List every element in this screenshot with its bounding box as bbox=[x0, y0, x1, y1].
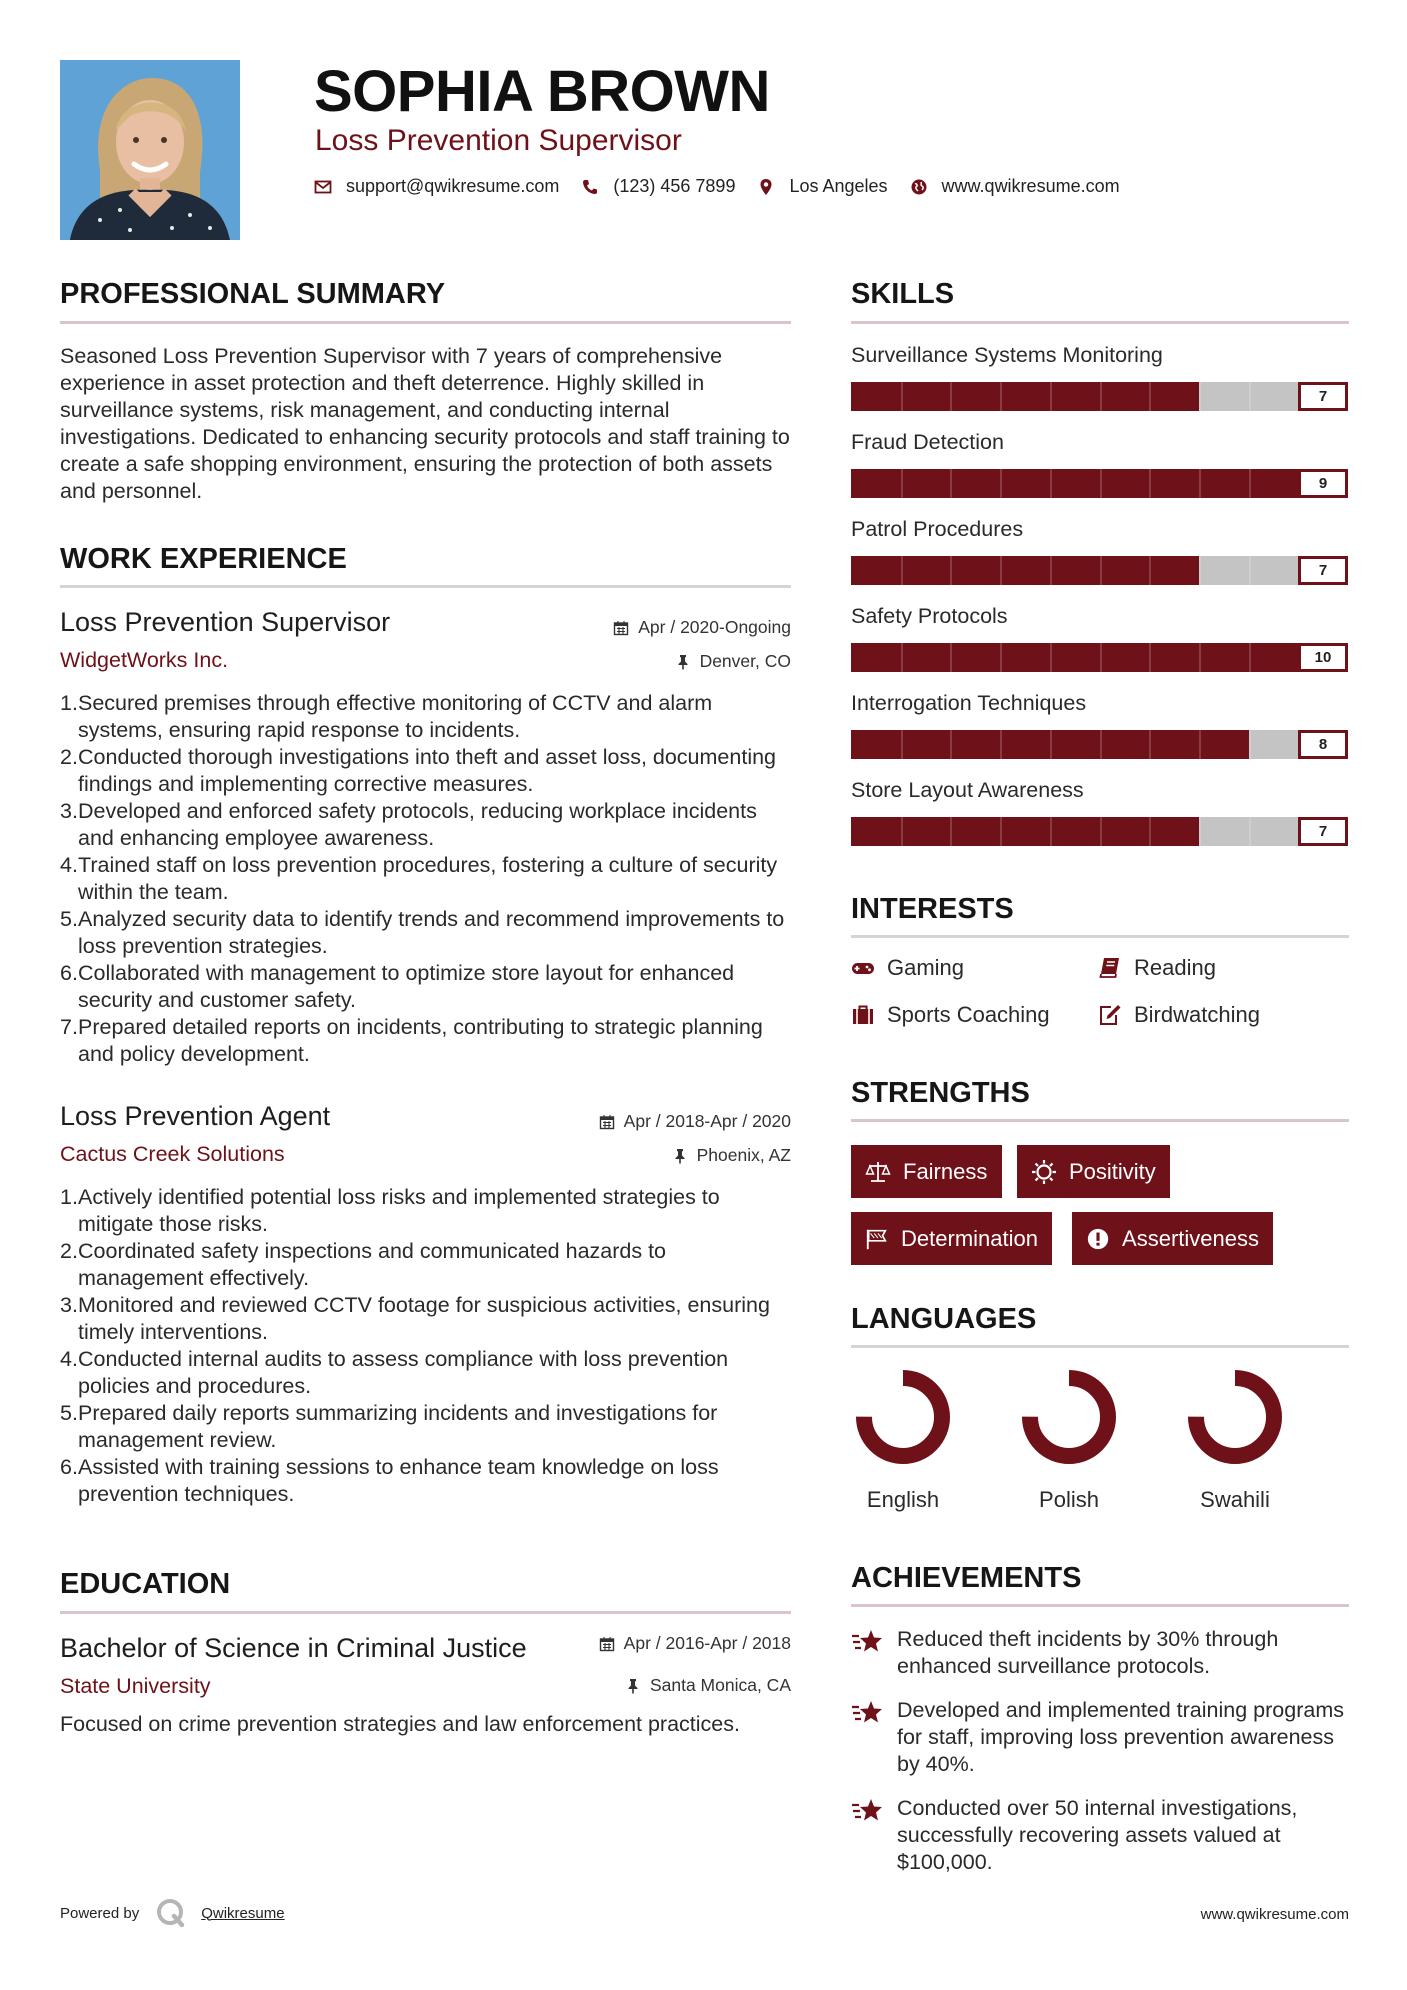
calendar-icon bbox=[613, 620, 629, 636]
duty-item: Assisted with training sessions to enhance team knowledge on loss prevention techniques. bbox=[78, 1455, 719, 1506]
job-company: Cactus Creek Solutions bbox=[60, 1142, 285, 1166]
skill-bar-segment bbox=[901, 730, 903, 759]
job-location bbox=[675, 651, 791, 672]
skill-bar-segment bbox=[1050, 730, 1052, 759]
experience-rule bbox=[60, 585, 791, 588]
achievement-item bbox=[851, 1697, 1351, 1778]
duty-item: Analyzed security data to identify trends and recommend improvements to loss prevention strategies. bbox=[78, 907, 785, 958]
skill-bar-segment bbox=[901, 817, 903, 846]
skill-bar-segment bbox=[1249, 382, 1251, 411]
flag-icon bbox=[865, 1226, 889, 1252]
job-title: Loss Prevention Agent bbox=[60, 1101, 331, 1131]
skill-bar bbox=[851, 730, 1348, 759]
footer-brand-link[interactable]: Qwikresume bbox=[201, 1904, 285, 1922]
achievements-heading: ACHIEVEMENTS bbox=[851, 1562, 1082, 1594]
candidate-title: Loss Prevention Supervisor bbox=[315, 124, 682, 157]
language-label: Polish bbox=[1039, 1487, 1099, 1512]
skill-bar bbox=[851, 382, 1348, 411]
skill-bar-segment bbox=[1199, 556, 1201, 585]
footer-url[interactable]: www.qwikresume.com bbox=[1200, 1906, 1349, 1923]
interests-heading: INTERESTS bbox=[851, 893, 1014, 925]
strength-label: Determination bbox=[901, 1225, 1038, 1251]
degree-title: Bachelor of Science in Criminal Justice bbox=[60, 1633, 527, 1663]
skill-bar-fill bbox=[851, 817, 1199, 846]
skill-bar-segment bbox=[950, 469, 952, 498]
job-date-text: Apr / 2020-Ongoing bbox=[638, 617, 791, 637]
balance-scale-icon bbox=[865, 1159, 891, 1185]
envelope-icon bbox=[314, 178, 332, 196]
interest-label: Gaming bbox=[887, 955, 965, 980]
skill-bar-segment bbox=[1199, 730, 1201, 759]
job-duties-list bbox=[60, 690, 790, 1068]
contact-website[interactable] bbox=[910, 176, 1120, 197]
duty-item: Prepared daily reports summarizing incidents and investigations for management review. bbox=[78, 1401, 718, 1452]
phone-text: (123) 456 7899 bbox=[613, 176, 736, 196]
job-date-text: Apr / 2018-Apr / 2020 bbox=[623, 1111, 791, 1131]
strength-label: Fairness bbox=[903, 1158, 988, 1184]
skill-bar-segment bbox=[950, 643, 952, 672]
job-duties-list bbox=[60, 1184, 790, 1508]
education-date bbox=[599, 1633, 791, 1654]
pushpin-icon bbox=[625, 1678, 641, 1694]
skill-bar-segment bbox=[1100, 556, 1102, 585]
language-item bbox=[1014, 1368, 1124, 1513]
summary-text: Seasoned Loss Prevention Supervisor with 7 years of comprehensive experience in asset protection and theft deterrence. Highly skilled in surveillance systems, risk management, and conducting internal investigations. Dedicated to enhancing security protocols and staff training to create a safe shopping environment, ensuring the protection of both assets and personnel. bbox=[60, 344, 790, 503]
skill-bar-segment bbox=[1249, 817, 1251, 846]
skill-bar-segment bbox=[950, 817, 952, 846]
globe-icon bbox=[910, 178, 928, 196]
star-icon bbox=[851, 1624, 885, 1658]
skill-bar bbox=[851, 469, 1348, 498]
job-company: WidgetWorks Inc. bbox=[60, 648, 229, 672]
job-title: Loss Prevention Supervisor bbox=[60, 607, 391, 637]
skill-bar-segment bbox=[1100, 730, 1102, 759]
interest-label: Reading bbox=[1134, 955, 1216, 980]
website-text: www.qwikresume.com bbox=[941, 176, 1120, 196]
skill-bar-segment bbox=[1050, 382, 1052, 411]
skill-bar-segment bbox=[1100, 817, 1102, 846]
duty-item: Actively identified potential loss risks and implemented strategies to mitigate those risks. bbox=[78, 1185, 720, 1236]
duty-item: Collaborated with management to optimize store layout for enhanced security and customer safety. bbox=[78, 961, 735, 1012]
education-date-text: Apr / 2016-Apr / 2018 bbox=[623, 1633, 791, 1653]
interest-label: Sports Coaching bbox=[887, 1002, 1050, 1027]
duty-item: Conducted thorough investigations into theft and asset loss, documenting findings and implementing corrective measures. bbox=[78, 745, 777, 796]
summary-rule bbox=[60, 321, 791, 324]
skill-bar-segment bbox=[1100, 643, 1102, 672]
language-label: English bbox=[866, 1487, 940, 1512]
achievement-item bbox=[851, 1626, 1351, 1680]
pushpin-icon bbox=[672, 1148, 688, 1164]
skill-bar-segment bbox=[1149, 382, 1151, 411]
interest-item bbox=[851, 955, 964, 981]
skill-bar-segment bbox=[1199, 817, 1201, 846]
skill-bar-segment bbox=[950, 382, 952, 411]
skill-bar-segment bbox=[1249, 469, 1251, 498]
skill-bar-segment bbox=[1050, 817, 1052, 846]
skill-bar-segment bbox=[1000, 643, 1002, 672]
qwikresume-logo-icon bbox=[155, 1897, 187, 1929]
strength-label: Assertiveness bbox=[1122, 1225, 1259, 1251]
star-icon bbox=[851, 1793, 885, 1827]
pushpin-icon bbox=[675, 654, 691, 670]
duty-item: Coordinated safety inspections and communicated hazards to management effectively. bbox=[78, 1239, 667, 1290]
skill-name: Patrol Procedures bbox=[851, 517, 1024, 541]
achievement-item bbox=[851, 1795, 1351, 1876]
achievement-text: Reduced theft incidents by 30% through enhanced surveillance protocols. bbox=[897, 1627, 1279, 1678]
exclamation-circle-icon bbox=[1086, 1226, 1110, 1252]
language-ring bbox=[1186, 1368, 1284, 1466]
skill-bar-segment bbox=[950, 556, 952, 585]
skill-name: Surveillance Systems Monitoring bbox=[851, 343, 1163, 367]
edit-icon bbox=[1098, 1003, 1122, 1027]
gamepad-icon bbox=[851, 956, 875, 980]
skill-bar-fill bbox=[851, 469, 1298, 498]
skill-name: Store Layout Awareness bbox=[851, 778, 1084, 802]
skill-bar-segment bbox=[1050, 643, 1052, 672]
languages-heading: LANGUAGES bbox=[851, 1303, 1037, 1335]
skill-bar bbox=[851, 643, 1348, 672]
skill-bar-segment bbox=[1149, 817, 1151, 846]
education-location bbox=[625, 1675, 791, 1696]
skill-name: Safety Protocols bbox=[851, 604, 1008, 628]
candidate-name: SOPHIA BROWN bbox=[314, 59, 770, 124]
contact-phone[interactable] bbox=[581, 176, 735, 197]
skill-bar-segment bbox=[901, 556, 903, 585]
map-marker-icon bbox=[757, 178, 775, 196]
duty-item: Conducted internal audits to assess compliance with loss prevention policies and procedures. bbox=[78, 1347, 729, 1398]
skill-bar-segment bbox=[1199, 643, 1201, 672]
interest-label: Birdwatching bbox=[1134, 1002, 1260, 1027]
strength-badge bbox=[851, 1145, 1002, 1198]
skill-bar-segment bbox=[1199, 382, 1201, 411]
skill-bar-segment bbox=[1000, 817, 1002, 846]
skill-bar-segment bbox=[1050, 469, 1052, 498]
skill-bar-segment bbox=[1050, 556, 1052, 585]
experience-heading: WORK EXPERIENCE bbox=[60, 543, 347, 575]
education-heading: EDUCATION bbox=[60, 1568, 231, 1600]
achievements-rule bbox=[851, 1604, 1349, 1607]
contact-email[interactable] bbox=[314, 176, 559, 197]
sun-icon bbox=[1031, 1159, 1057, 1185]
phone-icon bbox=[581, 178, 599, 196]
star-icon bbox=[851, 1695, 885, 1729]
job-location bbox=[672, 1145, 791, 1166]
skill-level-badge: 7 bbox=[1298, 817, 1348, 846]
skill-bar-segment bbox=[901, 469, 903, 498]
skill-bar-segment bbox=[1149, 469, 1151, 498]
skill-bar-fill bbox=[851, 556, 1199, 585]
language-ring bbox=[854, 1368, 952, 1466]
language-item bbox=[848, 1368, 958, 1513]
language-item bbox=[1180, 1368, 1290, 1513]
skill-level-badge: 7 bbox=[1298, 556, 1348, 585]
skill-bar-segment bbox=[950, 730, 952, 759]
skill-bar-segment bbox=[901, 382, 903, 411]
duty-item: Developed and enforced safety protocols, reducing workplace incidents and enhancing employee awareness. bbox=[78, 799, 757, 850]
skills-rule bbox=[851, 321, 1349, 324]
skill-bar-segment bbox=[1249, 643, 1251, 672]
strength-badge bbox=[851, 1212, 1052, 1265]
powered-by-text: Powered by bbox=[60, 1904, 140, 1922]
profile-photo bbox=[60, 60, 240, 240]
skill-bar-segment bbox=[901, 643, 903, 672]
duty-item: Prepared detailed reports on incidents, contributing to strategic planning and policy development. bbox=[78, 1015, 763, 1066]
skill-bar-segment bbox=[1000, 469, 1002, 498]
skill-bar-segment bbox=[1100, 382, 1102, 411]
achievement-text: Conducted over 50 internal investigations, successfully recovering assets valued at $100,000. bbox=[897, 1796, 1298, 1874]
skill-bar-segment bbox=[1149, 643, 1151, 672]
duty-item: Trained staff on loss prevention procedures, fostering a culture of security within the team. bbox=[78, 853, 778, 904]
skill-bar-fill bbox=[851, 382, 1199, 411]
strengths-rule bbox=[851, 1119, 1349, 1122]
strengths-heading: STRENGTHS bbox=[851, 1077, 1030, 1109]
skill-level-badge: 7 bbox=[1298, 382, 1348, 411]
contact-location bbox=[757, 176, 887, 197]
briefcase-icon bbox=[851, 1003, 875, 1027]
job-location-text: Denver, CO bbox=[699, 651, 791, 671]
education-rule bbox=[60, 1611, 791, 1614]
book-icon bbox=[1098, 956, 1122, 980]
skill-bar bbox=[851, 556, 1348, 585]
skill-bar-segment bbox=[1249, 730, 1251, 759]
job-date bbox=[599, 1111, 791, 1132]
skill-bar-segment bbox=[1149, 556, 1151, 585]
skill-level-badge: 9 bbox=[1298, 469, 1348, 498]
skill-bar-segment bbox=[1149, 730, 1151, 759]
languages-rule bbox=[851, 1345, 1349, 1348]
skill-name: Fraud Detection bbox=[851, 430, 1004, 454]
duty-item: Monitored and reviewed CCTV footage for suspicious activities, ensuring timely interventions. bbox=[78, 1293, 770, 1344]
skill-bar-segment bbox=[1199, 469, 1201, 498]
skill-bar-segment bbox=[1000, 730, 1002, 759]
strength-label: Positivity bbox=[1069, 1158, 1156, 1184]
language-label: Swahili bbox=[1200, 1487, 1270, 1512]
language-ring bbox=[1020, 1368, 1118, 1466]
education-description: Focused on crime prevention strategies and law enforcement practices. bbox=[60, 1712, 740, 1736]
skill-bar-segment bbox=[1000, 382, 1002, 411]
achievement-text: Developed and implemented training programs for staff, improving loss prevention awareness by 40%. bbox=[897, 1698, 1344, 1776]
email-text: support@qwikresume.com bbox=[346, 176, 560, 196]
footer-branding bbox=[60, 1897, 285, 1929]
skill-bar-segment bbox=[1249, 556, 1251, 585]
school-name: State University bbox=[60, 1674, 211, 1698]
job-location-text: Phoenix, AZ bbox=[696, 1145, 791, 1165]
interest-item bbox=[1098, 955, 1216, 981]
skill-bar bbox=[851, 817, 1348, 846]
strength-badge bbox=[1017, 1145, 1170, 1198]
duty-item: Secured premises through effective monitoring of CCTV and alarm systems, ensuring rapid response to incidents. bbox=[78, 691, 713, 742]
contact-bar bbox=[314, 176, 1120, 197]
skill-bar-segment bbox=[1100, 469, 1102, 498]
interest-item bbox=[851, 1002, 1050, 1028]
job-date bbox=[613, 617, 791, 638]
location-text: Los Angeles bbox=[789, 176, 888, 196]
calendar-icon bbox=[599, 1636, 615, 1652]
skill-bar-segment bbox=[1000, 556, 1002, 585]
strength-badge bbox=[1072, 1212, 1273, 1265]
skills-heading: SKILLS bbox=[851, 278, 955, 310]
summary-heading: PROFESSIONAL SUMMARY bbox=[60, 278, 446, 310]
interests-rule bbox=[851, 935, 1349, 938]
interest-item bbox=[1098, 1002, 1260, 1028]
skill-level-badge: 10 bbox=[1298, 643, 1348, 672]
skill-level-badge: 8 bbox=[1298, 730, 1348, 759]
education-location-text: Santa Monica, CA bbox=[649, 1675, 791, 1695]
portrait-illustration bbox=[60, 60, 240, 240]
calendar-icon bbox=[599, 1114, 615, 1130]
skill-name: Interrogation Techniques bbox=[851, 691, 1087, 715]
